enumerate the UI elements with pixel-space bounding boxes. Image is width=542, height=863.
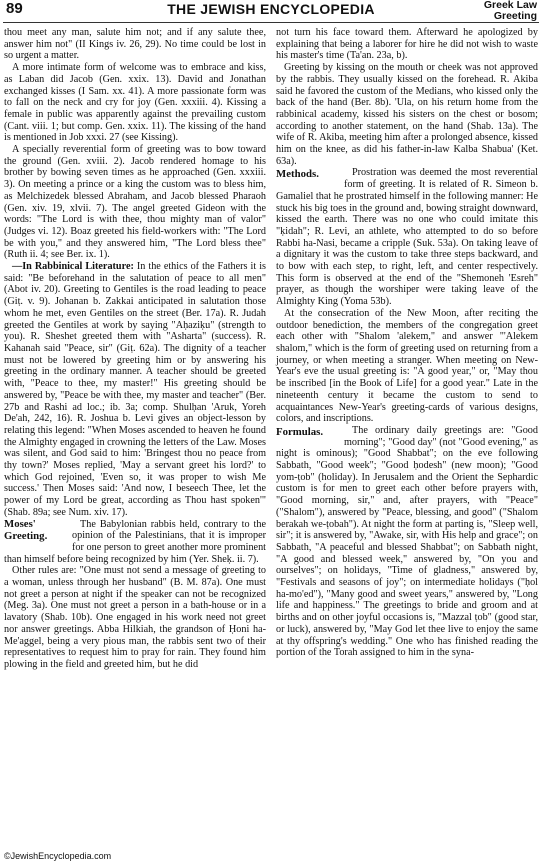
page-header [0,0,542,22]
side-heading-moses [4,518,66,542]
left-column [4,27,266,671]
paragraph: At the consecration of the New Moon, after reciting the outdoor benediction, the members of the congregation greet each other with "Shalom 'alekem," and answer "'Alekem shalom," which is the form of greeting used on returning from a journey, or when meeting a stranger. When meeting on New-Year's eve the usual greeting is: "A good year," or, "May thou be inscribed [in the Book of Life] for a good year." Late in the nineteenth century it became the custom to send to acquaintances New-Year's greeting-cards of various designs, colors, and inscriptions. [276,307,538,425]
section-line-2: Greeting [493,9,537,22]
page-number: 89 [6,0,23,17]
section-heading [484,0,537,21]
header-rule [3,22,539,23]
paragraph: thou meet any man, salute him not; and if any salute thee, answer him not" (II Kings iv. 26, 29). No time could be lost in so urgent a matter. [4,27,266,62]
paragraph: Other rules are: "One must not send a message of greeting to a woman, unless through her husband" (B. M. 87a). One must not greet a person at night if the speaker can not be recognized (Meg. 3a). One must not greet a person in a bath-house or in a lavatory (Shab. 10b). One engaged in his work need not greet nor answer greetings. Abba Hilkiah, the grandson of Ḥoni ha-Me'aggel, being a very pious man, the rabbis sent two of their representatives to request him to pray for rain. They found him plowing in the field and greeted him, but he did [4,565,266,670]
watermark: ©JewishEncyclopedia.com [4,851,112,861]
paragraph: A more intimate form of welcome was to embrace and kiss, as Laban did Jacob (Gen. xxix. 13). David and Jonathan exchanged kisses (I Sam. xx. 41). A more passionate form was to fall on the neck and cry for joy (Gen. xxxiii. 4). Kissing a female in public was apparently against the prevailing custom (Cant. viii. 1; but comp. Gen. xxix. 11). The kissing of the hand is mentioned in Job xxxi. 27 (see Kissing). [4,62,266,144]
section-line-1: Greek Law [483,0,537,11]
paragraph-text: In the ethics of the Fathers it is said: "Be beforehand in the salutation of peace to all men" (Abot iv. 20). Greeting to Gentiles is the road leading to peace (Giṭ. v. 9). Johanan b. Zakkai anticipated in salutation those whom he met, even Gentiles on the street (Ber. 17a). R. Judah greeted the Gentiles at work by saying "Aḥaziḳu" (strength to you). R. Sheshet greeted them with "Asharta" (success). R. Kahanah said "Peace, sir" (Giṭ. 62a). The dignity of a teacher must not be lowered by greeting him or by answering his greeting in the ordinary manner. A teacher should be greeted with, "Peace to thee, my master!" His greeting should be answered by, "Peace be with thee, my master and teacher" (Ber. 27b and Rashi ad loc.; ib. 3a; comp. Shulḥan 'Aruk, Yoreh De'ah, 242, 16). R. Joshua b. Levi gives an object-lesson by relating this legend: "When Moses ascended to heaven he found the Almighty engaged in crowning the letters of the Law. Moses was silent, and God said to him: 'Bringest thou no peace from thy town?' Moses replied, 'May a servant greet his lord?' to which God rejoined, 'Even so, it was proper to wish Me success.' Then Moses said: 'And now, I beseech Thee, let the power of my Lord be great, according as Thou hast spoken'" (Shab. 89a; see Num. xiv. 17). [4,261,266,518]
paragraph: Greeting by kissing on the mouth or cheek was not approved by the rabbis. They usually kissed on the forehead. R. Akiba said he favored the custom of the Medians, who kissed only the back of the hand (Ber. 8b). 'Ula, on his return home from the rabbinical academy, kissed his sisters on the chest or bosom; according to another statement, on the hand (Shab. 13a). The wife of R. Akiba, meeting him after a prolonged absence, kissed him on the knee, as did his father-in-law Kalba Shabua' (Ket. 63a). [276,62,538,167]
side-heading-methods: Methods. [276,168,319,181]
paragraph: Prostration was deemed the most reverential form of greeting. It is related of R. Simeon b. Gamaliel that he prostrated himself in the following manner: He stuck his big toes in the ground and, bowing straight downward, kissed the earth. There was no one who could imitate this "ḳidah"; R. Levi, an athlete, who attempted to do so before Rabbi ha-Nasi, became a cripple (Suk. 53a). On taking leave of a dignitary it was the custom to take three steps backward, and to bow with each step, to right, left, and center respectively. This form is observed at the end of the "Shemoneh 'Esreh" prayer, as though the worshiper were taking leave of the Almighty King (Yoma 53b). [276,167,538,308]
paragraph: The ordinary daily greetings are: "Good morning"; "Good day" (not "Good evening," as night is ominous); "Good Shabbat"; on the eve following Sabbath, "Good week"; "Good ḥodesh" (new moon); "Good yom-ṭob" (holiday). In Jerusalem and the Orient the Sephardic custom is for men to greet each other before prayers with, "Good morning, sir," and, after prayers, with "Peace" ("Shalom"), answered by "Peace, blessing, and good" ("Shalom berakah we-ṭobah"). At night the form at parting is, "Sleep well, sir"; it is answered by, "Awake, sir, with His help and grace"; on Sabbath, "A peaceful and blessed Shabbat"; on Sabbath night, "A good and blessed week," answered by, "On you and ourselves"; on holidays, "Time of gladness," answered by, "Festivals and seasons of joy"; on intermediate holidays ("ḥol ha-mo'ed"), "Many good and sweet years," answered by, "Long life and happiness." The greetings to bride and groom and at births and on other joyful occasions is, "Mazzal ṭob" (good star, or luck), answered by, "May God let thee live to enjoy the same at thy offspring's wedding." One who has finished reading the portion of the Torah assigned to him in the syna- [276,424,538,659]
side-heading-line: Moses' [4,517,36,530]
right-column [276,27,538,659]
run-in-heading: —In Rabbinical Literature: [12,261,134,273]
paragraph: A specially reverential form of greeting was to bow toward the ground (Gen. xviii. 2). Jacob rendered homage to his brother by bowing seven times as he approached (Gen. xxxiii. 3). On meeting a prince or a king the custom was to bless him, as Melchizedek blessed Abraham, and Jacob blessed Pharaoh (Gen. xiv. 19, xlvii. 7). The angel greeted Gideon with the words: "The Lord is with thee, thou mighty man of valor" (Judges vi. 12). Boaz greeted his field-workers with: "The Lord be with you," and they answered him, "The Lord bless thee" (Ruth ii. 4; see Ber. ix. 1). [4,144,266,261]
journal-title: THE JEWISH ENCYCLOPEDIA [167,1,375,17]
side-heading-formulas: Formulas. [276,425,324,438]
paragraph-rabbinical [4,261,266,518]
paragraph: The Babylonian rabbis held, contrary to the opinion of the Palestinians, that it is improper for one person to greet another more prominent than himself before being recognized by him (Yer. Sheḳ. ii. 7). [4,518,266,565]
side-heading-line: Greeting. [4,529,48,542]
paragraph: not turn his face toward them. Afterward he apologized by explaining that being a laborer for hire he did not wish to waste his master's time (Ta'an. 23a, b). [276,27,538,62]
